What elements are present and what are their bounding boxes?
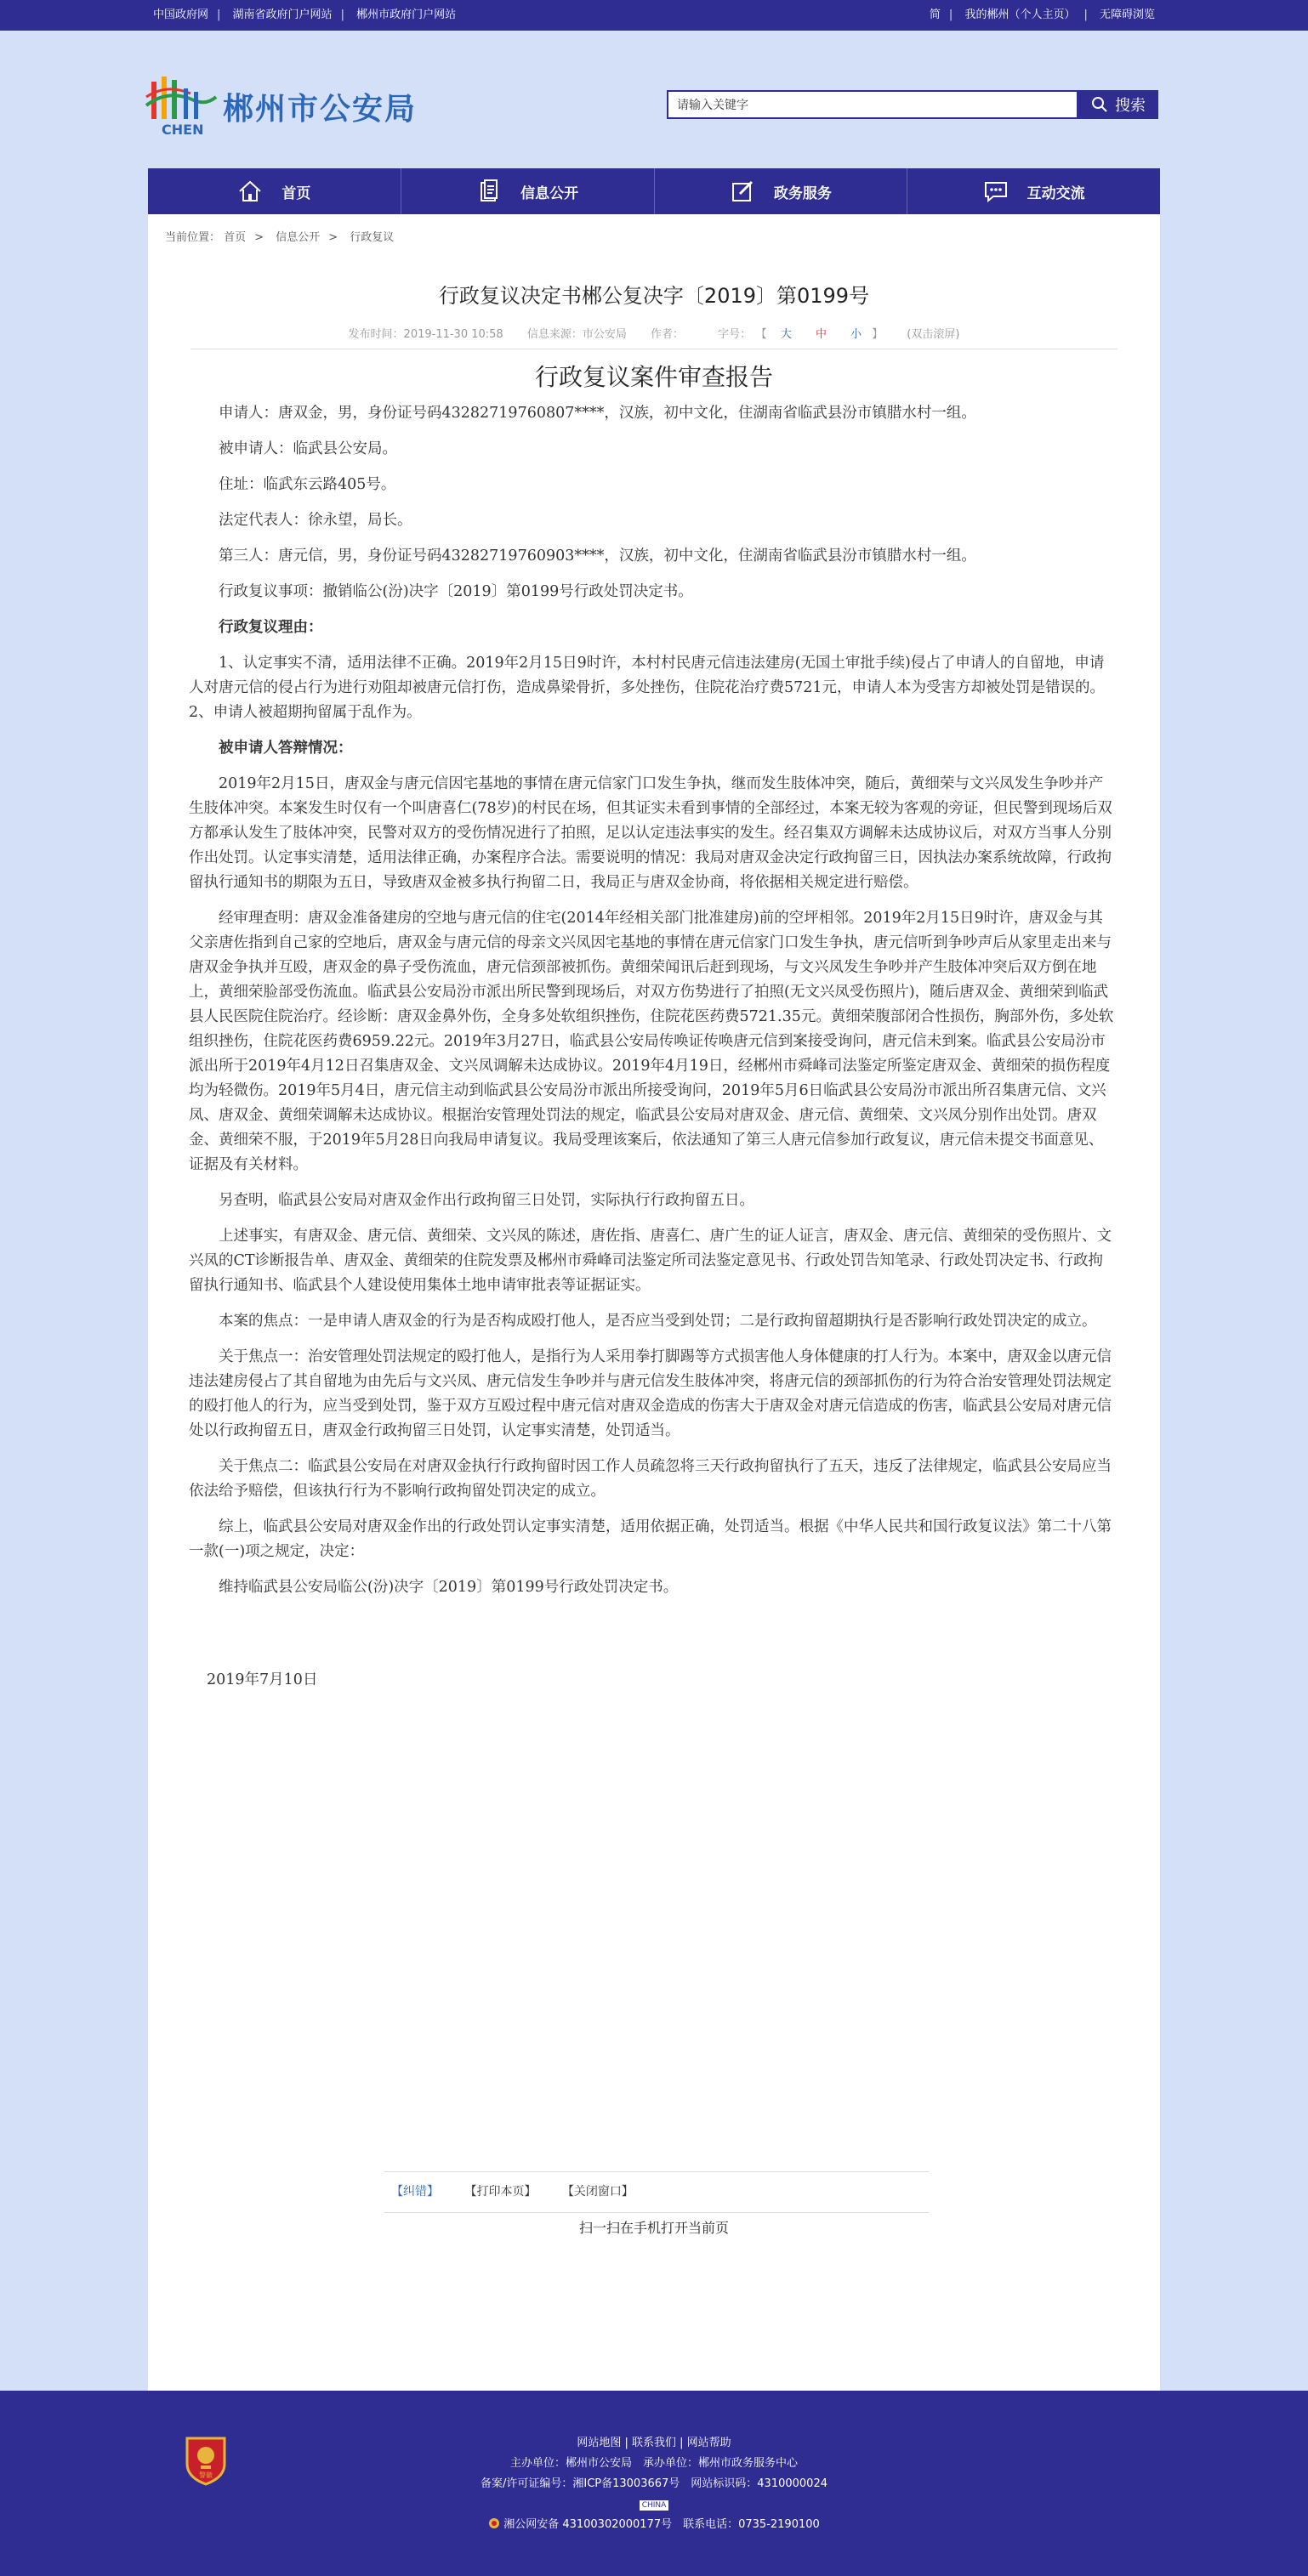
font-size-large[interactable]: 大 xyxy=(780,328,792,341)
breadcrumb-review[interactable]: 行政复议 xyxy=(350,231,395,244)
footer-sponsor: 主办单位：郴州市公安局 承办单位：郴州市政务服务中心 xyxy=(509,2457,798,2470)
article-body xyxy=(189,401,1114,1704)
breadcrumb-info[interactable]: 信息公开 xyxy=(276,231,321,244)
article-title: 行政复议决定书郴公复决字〔2019〕第0199号 xyxy=(438,284,870,308)
font-size-medium[interactable]: 中 xyxy=(815,328,827,341)
font-size-control: 字号： 【 大 中 小 】 xyxy=(718,328,887,341)
font-size-small[interactable]: 小 xyxy=(850,328,862,341)
police-record-text: 湘公网安备 43100302000177号 联系电话：0735-2190100 xyxy=(503,2518,820,2531)
paragraph: 本案的焦点：一是申请人唐双金的行为是否构成殴打他人，是否应当受到处罚；二是行政拘留超期执行是否影响行政处罚决定的成立。 xyxy=(219,1313,1097,1330)
nav-item-interaction[interactable] xyxy=(907,168,1160,214)
top-link-my-page[interactable]: 我的郴州（个人主页） xyxy=(964,9,1076,21)
emblem-text: 警徽 xyxy=(199,2471,213,2479)
top-links-right: 简 | 我的郴州（个人主页） | 无障碍浏览 xyxy=(929,9,1155,21)
home-icon xyxy=(237,179,263,204)
nav-label: 政务服务 xyxy=(773,184,832,202)
paragraph: 法定代表人：徐永望，局长。 xyxy=(219,512,412,529)
nav-item-info[interactable] xyxy=(401,168,655,214)
paragraph: 申请人：唐双金，男，身份证号码43282719760807****，汉族，初中文化，住湖南省临武县汾市镇腊水村一组。 xyxy=(219,405,976,422)
breadcrumb-prefix: 当前位置： xyxy=(165,231,221,244)
page-tools xyxy=(384,2171,929,2199)
chat-icon xyxy=(983,179,1009,204)
nav-label: 首页 xyxy=(282,184,311,202)
footer-links[interactable]: 网站地图 | 联系我们 | 网站帮助 xyxy=(577,2437,731,2449)
paragraph: 上述事实，有唐双金、唐元信、黄细荣、文兴凤的陈述，唐佐指、唐喜仁、唐广生的证人证言，唐双金、唐元信、黄细荣的受伤照片、文兴凤的CT诊断报告单、唐双金、黄细荣的住院发票及郴州市舜峰司法鉴定所司法鉴定意见书、行政处罚告知笔录、行政处罚决定书、行政拘留执行通知书、临武县个人建设使用集体土地申请审批表等证据证实。 xyxy=(189,1228,1112,1294)
top-link-simplified[interactable]: 简 xyxy=(929,9,941,21)
nav-item-services[interactable] xyxy=(655,168,908,214)
print-link[interactable]: 【打印本页】 xyxy=(464,2185,537,2199)
police-record-icon xyxy=(488,2517,500,2529)
publish-time: 发布时间：2019-11-30 10:58 xyxy=(348,328,503,341)
decision-date: 2019年7月10日 xyxy=(207,1671,318,1688)
top-link-accessibility[interactable]: 无障碍浏览 xyxy=(1099,9,1155,21)
report-title: 行政复议案件审查报告 xyxy=(534,363,773,391)
search-button[interactable] xyxy=(1078,90,1158,119)
footer-badge[interactable]: CHINA xyxy=(640,2500,669,2511)
nav-label: 互动交流 xyxy=(1026,184,1085,202)
paragraph: 关于焦点一：治安管理处罚法规定的殴打他人，是指行为人采用拳打脚踢等方式损害他人身体健康的打人行为。本案中，唐双金以唐元信违法建房侵占了其自留地为由先后与文兴凤、唐元信发生争吵并与唐元信发生肢体冲突，将唐元信的颈部抓伤的行为符合治安管理处罚法规定的殴打他人的行为，应当受到处罚，鉴于双方互殴过程中唐元信对唐双金造成的伤害大于唐双金对唐元信造成的伤害，临武县公安局对唐元信处以行政拘留五日，唐双金行政拘留三日处罚，认定事实清楚，处罚适当。 xyxy=(189,1348,1112,1439)
logo-caption: CHEN xyxy=(162,122,204,138)
info-source: 信息来源：市公安局 xyxy=(526,328,627,341)
top-link-chenzhou[interactable]: 郴州市政府门户网站 xyxy=(356,9,457,21)
paragraph: 经审理查明：唐双金准备建房的空地与唐元信的住宅(2014年经相关部门批准建房)前的空坪相邻。2019年2月15日9时许，唐双金与其父亲唐佐指到自己家的空地后，唐双金与唐元信的母亲文兴凤因宅基地的事情在唐元信家门口发生争执，唐元信听到争吵声后从家里走出来与唐双金争执并互殴，唐双金的鼻子受伤流血，唐元信颈部被抓伤。黄细荣闻讯后赶到现场，与文兴凤发生争吵并产生肢体冲突后双方倒在地上，黄细荣脸部受伤流血。临武县公安局汾市派出所民警到现场后，对双方伤势进行了拍照(无文兴凤受伤照片)，随后唐双金、黄细荣到临武县人民医院住院治疗。经诊断：唐双金鼻外伤，全身多处软组织挫伤，住院花医药费5721.35元。黄细荣腹部闭合性损伤，胸部外伤，多处软组织挫伤，住院花医药费6959.22元。2019年3月27日，临武县公安局传唤证传唤唐元信到案接受询问，唐元信未到案。临武县公安局汾市派出所于2019年4月12日召集唐双金、文兴凤调解未达成协议。2019年4月19日，经郴州市舜峰司法鉴定所鉴定唐双金、黄细荣的损伤程度均为轻微伤。2019年5月4日，唐元信主动到临武县公安局汾市派出所接受询问，2019年5月6日临武县公安局汾市派出所召集唐元信、文兴凤、唐双金、黄细荣调解未达成协议。根据治安管理处罚法的规定，临武县公安局对唐双金、唐元信、黄细荣、文兴凤分别作出处罚。唐双金、黄细荣不服，于2019年5月28日向我局申请复议。我局受理该案后，依法通知了第三人唐元信参加行政复议，唐元信未提交书面意见、证据及有关材料。 xyxy=(189,910,1114,1173)
correction-link[interactable]: 【纠错】 xyxy=(391,2185,439,2199)
nav-label: 信息公开 xyxy=(520,184,579,202)
footer-police-record xyxy=(0,2515,1308,2535)
footer xyxy=(0,2391,1308,2576)
paragraph-heading: 被申请人答辩情况： xyxy=(219,740,353,757)
paragraph: 另查明，临武县公安局对唐双金作出行政拘留三日处罚，实际执行行政拘留五日。 xyxy=(219,1192,754,1209)
top-links-left: 中国政府网 | 湖南省政府门户网站 | 郴州市政府门户网站 xyxy=(153,9,457,21)
dblclick-scroll: (双击滚屏) xyxy=(907,328,960,341)
paragraph: 关于焦点二：临武县公安局在对唐双金执行行政拘留时因工作人员疏忽将三天行政拘留执行了五天，违反了法律规定，临武县公安局应当依法给予赔偿，但该执行行为不影响行政拘留处罚决定的成立。 xyxy=(189,1458,1112,1500)
close-window-link[interactable]: 【关闭窗口】 xyxy=(561,2185,634,2199)
footer-info xyxy=(0,2433,1308,2535)
paragraph: 1、认定事实不清，适用法律不正确。2019年2月15日9时许，本村村民唐元信违法建房(无国土审批手续)侵占了申请人的自留地，申请人对唐元信的侵占行为进行劝阻却被唐元信打伤，造成鼻梁骨折，多处挫伤，住院花治疗费5721元，申请人本为受害方却被处罚是错误的。2、申请人被超期拘留属于乱作为。 xyxy=(189,655,1106,721)
paragraph: 第三人：唐元信，男，身份证号码43282719760903****，汉族，初中文化，住湖南省临武县汾市镇腊水村一组。 xyxy=(219,548,976,565)
header xyxy=(0,31,1308,168)
paragraph: 行政复议事项：撤销临公(汾)决字〔2019〕第0199号行政处罚决定书。 xyxy=(219,583,693,600)
article-meta xyxy=(148,325,1160,341)
tools-divider xyxy=(384,2212,929,2213)
nav-item-home[interactable] xyxy=(148,168,401,214)
author: 作者： xyxy=(651,328,685,341)
paragraph: 2019年2月15日，唐双金与唐元信因宅基地的事情在唐元信家门口发生争执，继而发生肢体冲突，随后，黄细荣与文兴凤发生争吵并产生肢体冲突。本案发生时仅有一个叫唐喜仁(78岁)的村民在场，但其证实未看到事情的全部经过，本案无较为客观的旁证，但民警到现场后双方都承认发生了肢体冲突，民警对双方的受伤情况进行了拍照，足以认定违法事实的发生。经召集双方调解未达成协议后，对双方当事人分别作出处罚。认定事实清楚，适用法律正确，办案程序合法。需要说明的情况：我局对唐双金决定行政拘留三日，因执法办案系统故障，行政拘留执行通知书的期限为五日，导致唐双金被多执行拘留二日，我局正与唐双金协商，将依据相关规定进行赔偿。 xyxy=(189,775,1112,891)
font-size-label: 字号： xyxy=(718,328,752,341)
top-link-hunan[interactable]: 湖南省政府门户网站 xyxy=(232,9,333,21)
top-bar xyxy=(0,0,1308,31)
document-icon xyxy=(476,179,502,204)
paragraph: 被申请人：临武县公安局。 xyxy=(219,440,397,457)
search-icon xyxy=(1091,96,1108,113)
paragraph: 维持临武县公安局临公(汾)决字〔2019〕第0199号行政处罚决定书。 xyxy=(219,1579,679,1596)
edit-icon xyxy=(730,179,755,204)
site-name: 郴州市公安局 xyxy=(223,92,418,127)
paragraph: 综上，临武县公安局对唐双金作出的行政处罚认定事实清楚，适用依据正确，处罚适当。根据《中华人民共和国行政复议法》第二十八第一款(一)项之规定，决定： xyxy=(189,1518,1112,1560)
search-input-value: 请输入关键字 xyxy=(677,98,748,111)
paragraph-heading: 行政复议理由： xyxy=(219,619,323,636)
search-input[interactable] xyxy=(667,90,1078,119)
breadcrumb-home[interactable]: 首页 xyxy=(224,231,247,244)
paragraph: 住址：临武东云路405号。 xyxy=(219,476,396,493)
main-content xyxy=(148,214,1160,2391)
qr-scan-note[interactable]: 扫一扫在手机打开当前页 xyxy=(578,2220,729,2236)
site-logo[interactable] xyxy=(143,71,219,138)
top-link-gov-cn[interactable]: 中国政府网 xyxy=(153,9,209,21)
search-button-label: 搜索 xyxy=(1115,97,1146,115)
main-nav xyxy=(148,168,1160,214)
breadcrumb: 当前位置： 首页 > 信息公开 > 行政复议 xyxy=(165,231,395,244)
footer-icp: 备案/许可证编号：湘ICP备13003667号 网站标识码：4310000024 xyxy=(480,2477,827,2490)
